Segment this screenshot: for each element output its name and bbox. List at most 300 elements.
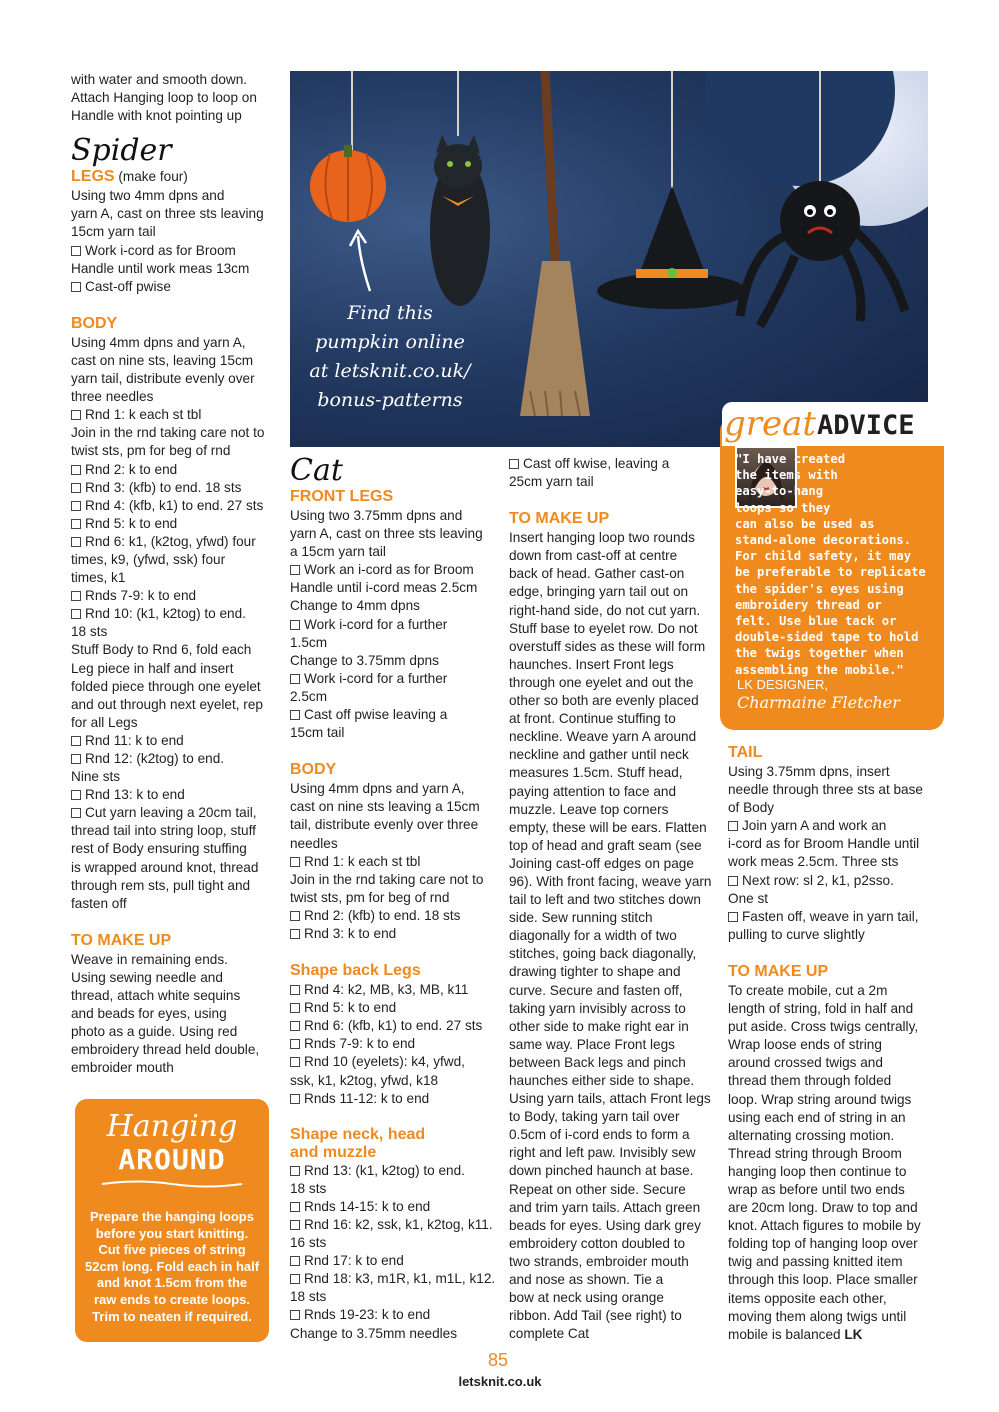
line-text: thread, attach white sequins <box>71 988 241 1004</box>
line-text: 96). With front facing, weave yarn <box>509 873 712 889</box>
line-text: Join in the rnd taking care not to <box>290 871 484 887</box>
line-text: twist sts, pm for beg of rnd <box>71 443 231 459</box>
text-line <box>509 855 715 873</box>
line-text: folded piece through one eyelet <box>71 678 261 694</box>
text-line <box>509 529 715 547</box>
text-line <box>728 982 938 1000</box>
text-line <box>85 1259 259 1276</box>
spider-body-instructions <box>71 334 276 913</box>
text-line <box>735 548 935 564</box>
text-line <box>509 764 715 782</box>
line-text: Rnd 17: k to end <box>304 1253 404 1269</box>
line-text: Work i-cord for a further <box>304 670 448 686</box>
line-text: Find this <box>347 302 433 324</box>
text-line <box>71 895 276 913</box>
text-line <box>71 223 276 241</box>
checkbox-icon <box>290 911 300 921</box>
text-line <box>509 909 715 927</box>
line-text: Change to 4mm dpns <box>290 598 420 614</box>
text-line <box>728 1072 938 1090</box>
cast-off-instructions <box>509 455 715 491</box>
checkbox-icon <box>290 1003 300 1013</box>
line-text: Rnd 11: k to end <box>85 732 184 748</box>
checkbox-icon <box>290 1274 300 1284</box>
line-text: neckline. Weave yarn A around <box>509 729 697 745</box>
text-line <box>71 205 276 223</box>
broom-ornament <box>520 71 590 416</box>
line-text: tail, distribute evenly over three <box>290 817 479 833</box>
checkbox-icon <box>71 410 81 420</box>
line-text: For child safety, it may <box>735 549 912 564</box>
line-text: of Body <box>728 800 775 816</box>
line-text: Join yarn A and work an <box>742 818 887 834</box>
line-text: Rnd 13: (k1, k2tog) to end. <box>304 1162 465 1178</box>
checkbox-icon <box>71 736 81 746</box>
line-text: Cut five pieces of string <box>98 1242 246 1258</box>
line-text: 2.5cm <box>290 688 328 704</box>
text-line <box>71 804 276 822</box>
line-text: bow at neck using orange <box>509 1290 664 1306</box>
line-text: same way. Place Front legs <box>509 1036 675 1052</box>
text-line <box>85 1292 259 1309</box>
line-text: Rnd 13: k to end <box>85 787 185 803</box>
line-text: mobile is balanced <box>728 1326 841 1342</box>
text-line <box>71 786 276 804</box>
text-line <box>290 543 500 561</box>
text-line <box>290 561 500 579</box>
text-line <box>728 781 938 799</box>
line-text: needles <box>290 835 338 851</box>
checkbox-icon <box>71 246 81 256</box>
text-line <box>509 638 715 656</box>
shape-back-legs-heading: Shape back Legs <box>290 962 421 980</box>
tail-instructions <box>728 763 938 944</box>
checkbox-icon <box>71 609 81 619</box>
text-line <box>71 260 276 278</box>
line-text: times, k1 <box>71 570 126 586</box>
text-line <box>290 1216 500 1234</box>
checkbox-icon <box>290 1310 300 1320</box>
text-line <box>300 328 480 357</box>
text-line <box>728 799 938 817</box>
line-text: Rnd 16: k2, ssk, k1, k2tog, k11. <box>304 1217 493 1232</box>
text-line <box>290 798 500 816</box>
text-line <box>509 1126 715 1144</box>
line-text: yarn A, cast on three sts leaving <box>290 526 483 542</box>
text-line <box>71 442 276 460</box>
text-line <box>735 613 935 629</box>
text-line <box>290 724 500 742</box>
text-line <box>290 1017 500 1035</box>
text-line <box>290 1252 500 1270</box>
text-line <box>728 1145 938 1163</box>
checkbox-icon <box>290 1021 300 1031</box>
line-text: is wrapped around knot, thread <box>71 859 259 875</box>
line-text: stitches, going back diagonally, <box>509 946 697 962</box>
line-text: around crossed twigs and <box>728 1055 883 1071</box>
line-text: top of head and graft seam (see <box>509 837 702 853</box>
line-text: and out through next eyelet, rep <box>71 696 263 712</box>
text-line <box>290 1035 500 1053</box>
advice-credit <box>737 676 937 713</box>
text-line <box>290 1288 500 1306</box>
text-line <box>71 551 276 569</box>
line-text: Using yarn tails, attach Front legs <box>509 1091 711 1107</box>
cat-ornament <box>430 135 490 306</box>
text-line <box>290 889 500 907</box>
text-line <box>509 1162 715 1180</box>
line-text: cast on nine sts, leaving 15cm <box>71 352 254 368</box>
line-text: 18 sts <box>290 1289 327 1305</box>
text-line <box>300 299 480 328</box>
text-line <box>735 516 935 532</box>
text-line <box>290 1198 500 1216</box>
text-line <box>509 1072 715 1090</box>
line-text: loops so they <box>735 500 831 515</box>
line-text: Stuff base to eyelet row. Do not <box>509 620 698 636</box>
line-text: yarn A, cast on three sts leaving <box>71 206 264 222</box>
cat-body-instructions <box>290 780 500 943</box>
line-text: right and left paw. Invisibly sew <box>509 1145 696 1161</box>
text-line <box>71 1005 276 1023</box>
hanging-around-text <box>75 1209 269 1325</box>
line-text: Using two 3.75mm dpns and <box>290 508 463 523</box>
checkbox-icon <box>71 519 81 529</box>
text-line <box>735 597 935 613</box>
line-text: bonus-patterns <box>317 389 463 411</box>
signoff: LK <box>844 1326 863 1342</box>
text-line <box>735 564 935 580</box>
line-text: Rnd 5: k to end <box>85 515 178 531</box>
text-line <box>509 945 715 963</box>
line-text: at front. Continue stuffing to <box>509 711 676 727</box>
line-text: assembling the mobile." <box>735 662 904 677</box>
text-line <box>71 987 276 1005</box>
text-line <box>509 455 715 473</box>
text-line <box>728 1109 938 1127</box>
text-line <box>509 674 715 692</box>
text-line <box>71 859 276 877</box>
line-text: Trim to neaten if required. <box>92 1308 252 1324</box>
text-line <box>71 71 276 89</box>
cat-title: Cat <box>290 453 343 488</box>
text-line <box>71 768 276 786</box>
shape-neck-instructions <box>290 1162 500 1343</box>
text-line <box>71 678 276 696</box>
line-text: Rnd 1: k each st tbl <box>85 407 202 423</box>
text-line <box>290 670 500 688</box>
cat-make-up-heading: TO MAKE UP <box>509 510 610 528</box>
line-text: are 20cm long. Draw to top and <box>728 1200 918 1216</box>
text-line <box>728 926 938 944</box>
text-line <box>85 1275 259 1292</box>
text-line <box>735 483 935 499</box>
line-text: 18 sts <box>290 1180 327 1196</box>
text-line <box>290 1325 500 1343</box>
line-text: double-sided tape to hold <box>735 630 919 645</box>
text-line <box>290 579 500 597</box>
line-text: the twigs together when <box>735 646 904 661</box>
line-text: Insert hanging loop two rounds <box>509 530 695 546</box>
line-text: Rnd 4: (kfb, k1) to end. 27 sts <box>85 497 264 513</box>
text-line <box>71 623 276 641</box>
line-text: and beads for eyes, using <box>71 1006 227 1022</box>
line-text: Using 4mm dpns and yarn A, <box>71 334 246 350</box>
line-text: be preferable to replicate <box>735 565 926 580</box>
line-text: curve. Secure and fasten off, <box>509 982 683 998</box>
line-text: felt. Use blue tack or <box>735 614 897 629</box>
line-text: loop. Wrap string around twigs <box>728 1091 912 1107</box>
text-line <box>509 1018 715 1036</box>
advice-role: LK DESIGNER, <box>737 677 829 692</box>
checkbox-icon <box>71 537 81 547</box>
checkbox-icon <box>71 483 81 493</box>
line-text: Fasten off, weave in yarn tail, <box>742 908 919 924</box>
line-text: rest of Body ensuring stuffing <box>71 841 247 857</box>
text-line <box>509 1144 715 1162</box>
line-text: haunches either side to shape. <box>509 1073 695 1088</box>
checkbox-icon <box>290 985 300 995</box>
shape-back-legs-instructions <box>290 981 500 1108</box>
text-line <box>509 801 715 819</box>
line-text: embroider mouth <box>71 1060 174 1076</box>
line-text: Rnds 19-23: k to end <box>304 1307 431 1323</box>
text-line <box>509 1036 715 1054</box>
checkbox-icon <box>290 565 300 575</box>
line-text: Leg piece in half and insert <box>71 660 234 676</box>
line-text: Work i-cord for a further <box>304 616 448 632</box>
legs-note: (make four) <box>114 169 188 185</box>
line-text: Wrap loose ends of string <box>728 1037 882 1053</box>
text-line <box>509 891 715 909</box>
line-text: Prepare the hanging loops <box>90 1209 254 1224</box>
text-line <box>290 507 500 525</box>
text-line <box>71 569 276 587</box>
line-text: Joining cast-off edges on page <box>509 855 694 871</box>
line-text: Change to 3.75mm needles <box>290 1325 458 1341</box>
text-line <box>290 1180 500 1198</box>
line-text: folding top of hanging loop over <box>728 1236 918 1252</box>
text-line <box>728 1127 938 1145</box>
text-line <box>71 605 276 623</box>
checkbox-icon <box>71 808 81 818</box>
line-text: items opposite each other, <box>728 1290 887 1306</box>
line-text: To create mobile, cut a 2m <box>728 982 888 998</box>
text-line <box>728 1217 938 1235</box>
line-text: Rnds 7-9: k to end <box>304 1036 416 1052</box>
text-line <box>509 583 715 601</box>
line-text: other so both are evenly placed <box>509 693 699 709</box>
text-line <box>735 467 935 483</box>
text-line <box>290 616 500 634</box>
text-line <box>509 963 715 981</box>
checkbox-icon <box>290 1057 300 1067</box>
text-line <box>509 710 715 728</box>
checkbox-icon <box>71 501 81 511</box>
text-line <box>509 692 715 710</box>
line-text: 18 sts <box>71 624 108 640</box>
shape-neck-heading-1: Shape neck, head <box>290 1125 426 1143</box>
line-text: Rnds 11-12: k to end <box>304 1090 430 1106</box>
text-line <box>509 1307 715 1325</box>
line-text: Rnd 2: (kfb) to end. 18 sts <box>304 907 461 923</box>
line-text: Using 4mm dpns and yarn A, <box>290 781 465 797</box>
text-line <box>509 1000 715 1018</box>
line-text: length of string, fold in half and <box>728 1001 914 1017</box>
line-text: Using two 4mm dpns and <box>71 188 225 204</box>
text-line <box>509 473 715 491</box>
line-text: wrap as before until two ends <box>728 1181 905 1197</box>
line-text: and nose as shown. Tie a <box>509 1272 664 1288</box>
mobile-make-up-heading: TO MAKE UP <box>728 962 829 980</box>
line-text: embroidery thread held double, <box>71 1042 260 1058</box>
checkbox-icon <box>290 1166 300 1176</box>
line-text: Repeat on other side. Secure <box>509 1181 686 1197</box>
line-text: Rnd 10 (eyelets): k4, yfwd, <box>304 1054 465 1070</box>
line-text: knot. Attach figures to mobile by <box>728 1218 921 1234</box>
text-line <box>728 1235 938 1253</box>
text-line <box>509 1090 715 1108</box>
checkbox-icon <box>728 912 738 922</box>
line-text: at letsknit.co.uk/ <box>309 360 471 382</box>
line-text: through rem sts, pull tight and <box>71 877 251 893</box>
text-line <box>728 872 938 890</box>
line-text: beads for eyes. Using dark grey <box>509 1217 701 1233</box>
text-line <box>728 1290 938 1308</box>
line-text: Work an i-cord as for Broom <box>304 562 474 578</box>
text-line <box>509 982 715 1000</box>
text-line <box>728 835 938 853</box>
checkbox-icon <box>509 459 519 469</box>
hanging-around-box <box>75 1099 269 1342</box>
text-line <box>290 853 500 871</box>
line-text: drawing tighter to shape and <box>509 964 681 980</box>
spider-legs-instructions <box>71 187 276 296</box>
around-title: AROUND <box>118 1143 226 1176</box>
line-text: put aside. Cross twigs centrally, <box>728 1019 919 1035</box>
text-line <box>290 871 500 889</box>
text-line <box>728 763 938 781</box>
line-text: down from cast-off at centre <box>509 548 678 564</box>
text-line <box>290 525 500 543</box>
line-text: thread them through folded <box>728 1073 892 1089</box>
line-text: Rnd 3: k to end <box>304 925 397 941</box>
text-line <box>71 334 276 352</box>
text-line <box>290 1053 500 1071</box>
text-line <box>735 500 935 516</box>
line-text: Using 3.75mm dpns, insert <box>728 764 890 779</box>
text-line <box>290 1072 500 1090</box>
text-line <box>71 1023 276 1041</box>
line-text: alternating crossing motion. <box>728 1127 895 1143</box>
line-text: embroidery thread or <box>735 597 882 612</box>
line-text: and knot 1.5cm from the <box>96 1275 248 1291</box>
text-line <box>71 533 276 551</box>
text-line <box>71 951 276 969</box>
line-text: times, k9, (yfwd, ssk) four <box>71 551 226 567</box>
text-line <box>290 688 500 706</box>
line-text: measures 1.5cm. Stuff head, <box>509 765 683 781</box>
advice-quote <box>735 451 935 678</box>
text-line <box>290 634 500 652</box>
text-line <box>728 1000 938 1018</box>
text-line <box>509 927 715 945</box>
text-line <box>300 357 480 386</box>
line-text: for all Legs <box>71 714 138 730</box>
advice-title-great: great <box>724 404 817 444</box>
text-line <box>71 732 276 750</box>
line-text: complete Cat <box>509 1326 590 1342</box>
text-line <box>509 1217 715 1235</box>
line-text: easy-to-hang <box>735 484 824 499</box>
line-text: the items with <box>735 468 838 483</box>
text-line <box>290 999 500 1017</box>
witch-hat-ornament <box>597 186 747 309</box>
text-line <box>728 817 938 835</box>
mobile-photo <box>290 71 928 447</box>
spider-title: Spider <box>71 133 172 169</box>
line-text: Rnd 5: k to end <box>304 1000 397 1016</box>
text-line <box>728 1181 938 1199</box>
line-text: Rnd 4: k2, MB, k3, MB, k11 <box>304 982 469 998</box>
line-text: diagonally for a width of two <box>509 928 677 944</box>
line-text: 52cm long. Fold each in half <box>85 1258 260 1274</box>
text-line <box>85 1242 259 1259</box>
text-line <box>290 1162 500 1180</box>
line-text: 15cm tail <box>290 725 345 741</box>
text-line <box>290 1270 500 1288</box>
advice-name: Charmaine Fletcher <box>737 693 900 712</box>
line-text: Handle until work meas 13cm <box>71 260 250 276</box>
text-line <box>71 479 276 497</box>
text-line <box>290 652 500 670</box>
text-line <box>71 388 276 406</box>
line-text: through this loop. Place smaller <box>728 1272 918 1288</box>
text-line <box>71 352 276 370</box>
line-text: Next row: sl 2, k1, p2sso. <box>742 872 894 888</box>
line-text: moving them along twigs until <box>728 1308 907 1324</box>
text-line <box>728 1308 938 1326</box>
column-3 <box>509 455 715 1343</box>
text-line <box>509 1199 715 1217</box>
line-text: Nine sts <box>71 769 121 785</box>
checkbox-icon <box>71 282 81 292</box>
cat-front-legs-instructions <box>290 507 500 742</box>
line-text: Rnd 1: k each st tbl <box>304 853 421 869</box>
spider-make-up-instructions <box>71 951 276 1078</box>
line-text: tail to left and two stitches down <box>509 892 701 908</box>
column-1 <box>71 71 276 1078</box>
line-text: ribbon. Add Tail (see right) to <box>509 1308 682 1324</box>
text-line <box>71 187 276 205</box>
text-line <box>728 1199 938 1217</box>
line-text: between Back legs and pinch <box>509 1054 686 1070</box>
text-line <box>728 908 938 926</box>
text-line <box>735 451 935 467</box>
line-text: Rnd 2: k to end <box>85 461 178 477</box>
line-text: a 15cm yarn tail <box>290 544 386 560</box>
checkbox-icon <box>71 591 81 601</box>
text-line <box>71 370 276 388</box>
text-line <box>728 1091 938 1109</box>
line-text: hanging loop then continue to <box>728 1163 907 1179</box>
checkbox-icon <box>290 1256 300 1266</box>
text-line <box>290 816 500 834</box>
text-line <box>71 89 276 107</box>
line-text: photo as a guide. Using red <box>71 1024 238 1040</box>
line-text: twig and passing knitted item <box>728 1254 903 1270</box>
text-line <box>509 565 715 583</box>
